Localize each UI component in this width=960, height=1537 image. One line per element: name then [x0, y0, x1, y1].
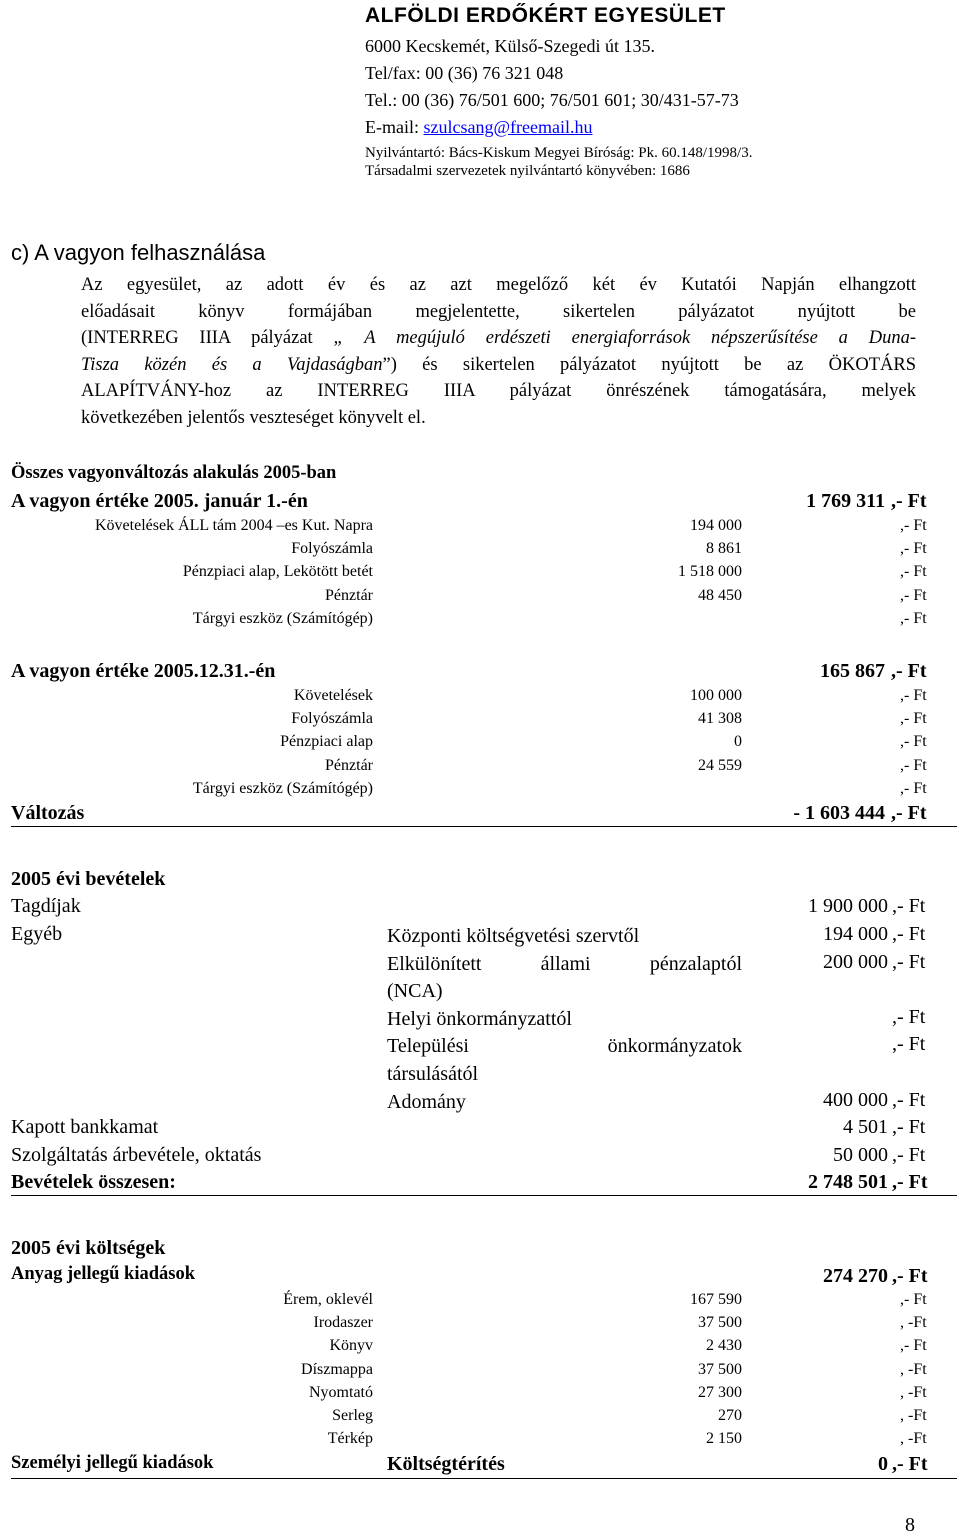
registry: Nyilvántartó: Bács-Kiskum Megyei Bíróság: Pk. 60.148/1998/3.: [365, 145, 753, 161]
organization-name: ALFÖLDI ERDŐKÉRT EGYESÜLET: [365, 4, 726, 27]
item-value: 167 590: [690, 1291, 742, 1308]
item-value: 1 518 000: [678, 563, 742, 581]
other-label: Egyéb: [11, 923, 63, 945]
other-income-unit: ,- Ft: [892, 1005, 926, 1028]
item-value: 27 300: [698, 1383, 742, 1401]
income-total-label: Bevételek összesen:: [11, 1171, 176, 1193]
item-value: 41 308: [698, 710, 742, 728]
para-line: ALAPÍTVÁNY-hoz az INTERREG IIIA pályázat önrészének támogatására, melyek: [81, 381, 916, 402]
other-income-value: 400 000: [823, 1088, 888, 1111]
address: 6000 Kecskemét, Külső-Szegedi út 135.: [365, 36, 655, 56]
reimbursement-unit: ,- Ft: [892, 1453, 928, 1475]
other-income-item: [387, 1033, 742, 1088]
registry-number: Társadalmi szervezetek nyilvántartó könyvében: 1686: [365, 163, 690, 179]
other-income-unit: ,- Ft: [892, 923, 926, 945]
item-value: 37 500: [698, 1314, 742, 1332]
item-unit: ,- Ft: [900, 586, 927, 604]
material-label: Anyag jellegű kiadások: [11, 1264, 196, 1284]
services-value: 50 000: [833, 1144, 888, 1166]
income-title: 2005 évi bevételek: [11, 868, 166, 890]
assets-start-unit: ,- Ft: [891, 490, 927, 512]
item-value: 48 450: [698, 586, 742, 604]
item-label: Pénztár: [325, 756, 373, 774]
section-paragraph: [81, 272, 916, 432]
item-label: Pénztár: [325, 586, 373, 604]
para-italic: „ A megújuló erdészeti energiaforrások népszerűsítése a Duna-: [333, 328, 916, 349]
para-text: (INTERREG IIIA pályázat: [81, 328, 334, 349]
other-income-item: [387, 1006, 742, 1034]
email-label: E-mail:: [365, 117, 424, 137]
item-unit: ,- Ft: [900, 1337, 927, 1355]
item-label: Követelések: [293, 687, 373, 704]
item-value: 2 150: [706, 1430, 742, 1448]
item-unit: , -Ft: [900, 1360, 927, 1378]
item-value: 24 559: [698, 756, 742, 774]
divider: [11, 1478, 957, 1479]
item-label: Nyomtató: [309, 1383, 373, 1401]
para-line: [81, 352, 916, 379]
para-line: Az egyesület, az adott év és az azt megelőző két év Kutatói Napján elhangzott: [81, 275, 916, 295]
item-value: 2 430: [706, 1337, 742, 1355]
other-income-unit: ,- Ft: [892, 1088, 926, 1111]
item-unit: ,- Ft: [900, 609, 927, 627]
interest-unit: ,- Ft: [892, 1116, 926, 1138]
personal-label: Személyi jellegű kiadások: [11, 1453, 214, 1473]
item-label: Tárgyi eszköz (Számítógép): [192, 779, 373, 797]
other-income-line: (NCA): [387, 980, 443, 1003]
tel-fax: Tel/fax: 00 (36) 76 321 048: [365, 63, 564, 83]
item-unit: ,- Ft: [900, 733, 927, 751]
telephone: Tel.: 00 (36) 76/501 600; 76/501 601; 30/431-57-73: [365, 90, 739, 110]
para-italic: Tisza közén és a Vajdaságban: [81, 354, 383, 375]
item-label: Követelések ÁLL tám 2004 –es Kut. Napra: [95, 517, 373, 534]
section-title: c) A vagyon felhasználása: [11, 240, 266, 265]
reimbursement-label: Költségtérítés: [387, 1453, 505, 1475]
other-income-line: Központi költségvetési szervtől: [387, 925, 640, 947]
other-income-item: [387, 923, 742, 951]
item-unit: , -Ft: [900, 1383, 927, 1401]
other-income-line: Helyi önkormányzattól: [387, 1007, 572, 1030]
other-income-line: Adomány: [387, 1090, 466, 1113]
change-value: - 1 603 444: [793, 802, 885, 824]
item-unit: , -Ft: [900, 1430, 927, 1448]
item-label: Könyv: [329, 1337, 373, 1355]
para-line: [81, 325, 916, 352]
assets-end-unit: ,- Ft: [891, 660, 927, 682]
item-label: Pénzpiaci alap, Lekötött betét: [182, 563, 373, 581]
services-unit: ,- Ft: [892, 1144, 926, 1166]
page-number: 8: [905, 1514, 915, 1536]
other-income-line: társulásától: [387, 1062, 479, 1085]
para-text: ”) és sikertelen pályázatot nyújtott be az ÖKOTÁRS: [382, 354, 916, 375]
change-label: Változás: [11, 802, 85, 824]
membership-value: 1 900 000: [808, 895, 888, 917]
email-link[interactable]: szulcsang@freemail.hu: [423, 117, 593, 137]
item-value: 8 861: [706, 540, 742, 558]
assets-end-value: 165 867: [820, 660, 885, 682]
other-income-line: Elkülönített állami pénzalaptól: [387, 952, 742, 975]
interest-value: 4 501: [843, 1116, 888, 1138]
other-income-unit: ,- Ft: [892, 950, 926, 973]
item-label: Folyószámla: [291, 710, 373, 728]
item-label: Folyószámla: [291, 540, 373, 558]
item-value: 194 000: [690, 517, 742, 534]
other-income-unit: ,- Ft: [892, 1033, 926, 1056]
assets-start-label: A vagyon értéke 2005. január 1.-én: [11, 490, 308, 512]
item-unit: , -Ft: [900, 1314, 927, 1332]
assets-start-value: 1 769 311: [806, 490, 885, 512]
reimbursement-value: 0: [878, 1453, 888, 1475]
other-income-value: 194 000: [823, 923, 888, 945]
item-unit: ,- Ft: [900, 779, 927, 797]
item-unit: ,- Ft: [900, 710, 927, 728]
item-unit: ,- Ft: [900, 540, 927, 558]
change-unit: ,- Ft: [891, 802, 927, 824]
item-label: Pénzpiaci alap: [280, 733, 373, 751]
item-label: Érem, oklevél: [283, 1291, 373, 1308]
membership-label: Tagdíjak: [11, 895, 81, 917]
services-label: Szolgáltatás árbevétele, oktatás: [11, 1144, 262, 1166]
assets-title: Összes vagyonváltozás alakulás 2005-ban: [11, 463, 337, 483]
other-income-item: [387, 951, 742, 1006]
item-unit: ,- Ft: [900, 517, 927, 534]
para-line: előadásait könyv formájában megjelentette, sikertelen pályázatot nyújtott be: [81, 301, 916, 322]
costs-title: 2005 évi költségek: [11, 1237, 166, 1259]
income-total-value: 2 748 501: [808, 1171, 888, 1193]
item-unit: ,- Ft: [900, 687, 927, 704]
income-total-unit: ,- Ft: [892, 1171, 928, 1193]
item-unit: ,- Ft: [900, 563, 927, 581]
item-value: 270: [718, 1407, 742, 1424]
other-income-value: 200 000: [823, 950, 888, 973]
other-income-line: Települési önkormányzatok: [387, 1035, 742, 1058]
item-value: 0: [734, 733, 742, 751]
item-value: 100 000: [690, 687, 742, 704]
material-value: 274 270: [823, 1265, 888, 1287]
other-income-item: [387, 1089, 742, 1117]
divider: [11, 1195, 957, 1196]
item-label: Serleg: [332, 1407, 373, 1424]
item-unit: ,- Ft: [900, 756, 927, 774]
item-value: 37 500: [698, 1360, 742, 1378]
interest-label: Kapott bankkamat: [11, 1116, 159, 1138]
divider: [11, 826, 957, 827]
para-line: következében jelentős veszteséget könyvelt el.: [81, 407, 426, 428]
item-label: Irodaszer: [313, 1314, 373, 1332]
email-line: [365, 117, 593, 138]
material-unit: ,- Ft: [892, 1265, 928, 1287]
item-label: Díszmappa: [301, 1360, 373, 1378]
membership-unit: ,- Ft: [892, 895, 926, 917]
item-unit: , -Ft: [900, 1407, 927, 1424]
item-label: Térkép: [327, 1430, 373, 1448]
assets-end-label: A vagyon értéke 2005.12.31.-én: [11, 660, 276, 682]
item-label: Tárgyi eszköz (Számítógép): [192, 609, 373, 627]
item-unit: ,- Ft: [900, 1291, 927, 1308]
